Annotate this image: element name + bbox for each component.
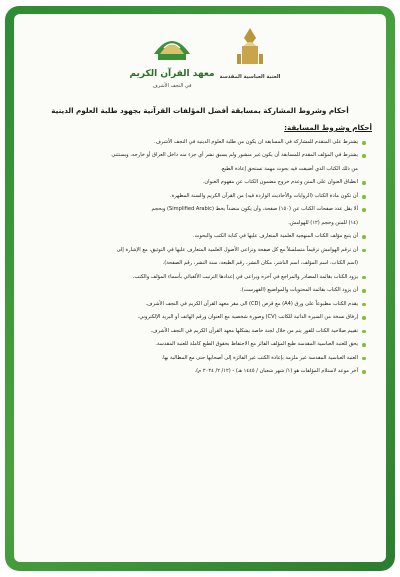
- rule-item: [26, 354, 366, 363]
- bullet-icon: [362, 154, 366, 158]
- rule-item: [26, 151, 366, 160]
- rule-text: آخر موعد لاستلام المؤلفات هو (١/ شهر شعبان / ١٤٤٥ هـ) - (١٢/ ٢/ ٢٠٢٤ م).: [194, 368, 358, 375]
- document-page: [14, 14, 386, 562]
- bullet-icon: [362, 141, 366, 145]
- bullet-icon: [362, 289, 366, 293]
- rule-text: (١٤) للمتن وحجم (١٢) للهوامش.: [288, 219, 358, 226]
- rule-item: [26, 313, 366, 322]
- rule-text: يحق للعتبة العباسية المقدسة طبع المؤلف الفائز مع الاحتفاظ بحقوق الطبع كاملة للعتبة المقدسة.: [155, 341, 358, 348]
- bullet-icon: [362, 208, 366, 212]
- rule-text: انطباق العنوان على المتن وعدم خروج مضمون الكتاب عن مفهوم العنوان.: [202, 179, 358, 186]
- rule-text: العتبة العباسية المقدسة غير ملزمة بإعادة الكتب غير الفائزة إلى أصحابها حتى مع المطالبة بها.: [161, 354, 358, 361]
- rule-text: تقييم صلاحية الكتاب للفوز يتم من خلال لجنة خاصة يشكلها معهد القرآن الكريم في النجف الأشرف.: [150, 327, 358, 334]
- bullet-icon: [362, 343, 366, 347]
- rule-item: [26, 138, 366, 147]
- header-logos: [14, 20, 386, 98]
- rule-item: [26, 259, 366, 268]
- rule-text: ألا يقل عدد صفحات الكتاب عن (١٥٠) صفحة، وأن يكون منضداً بخط (Simplified Arabic) وبحجم: [151, 206, 358, 213]
- rule-text: يقدم الكتاب مطبوعاً على ورق (A4) مع قرص (CD) الى مقر معهد القرآن الكريم في النجف الأشرف.: [145, 300, 358, 307]
- rule-text: يزود الكتاب بقائمة المصادر والمراجع في آخره ويراعى في إعدادها الترتيب الألفبائي بأسماء المؤلف والكتب.: [132, 273, 358, 280]
- rule-text: يشترط على المتقدم للمشاركة في المسابقة ان يكون من طلبة العلوم الدينية في النجف الأشرف.: [154, 139, 358, 145]
- rule-item: [26, 300, 366, 309]
- rule-item: [26, 327, 366, 336]
- abbas-shrine-logo: [220, 24, 280, 94]
- rule-text: يشترط في المؤلف المقدم للمسابقة أن يكون غير منشور ولم يسبق نشر أي جزء منه داخل العراق أو خارجه، ويستثنى: [111, 152, 358, 159]
- bullet-icon: [362, 370, 366, 374]
- rule-item: [26, 367, 366, 376]
- rule-item: [26, 219, 366, 228]
- rule-item: [26, 232, 366, 241]
- bullet-icon: [362, 303, 366, 307]
- bullet-icon: [362, 235, 366, 239]
- rule-text: (اسم الكتاب، اسم المؤلف، اسم الناشر، مكان النشر، رقم الطبعة، سنة النشر، رقم الصفحة).: [162, 260, 358, 267]
- bullet-icon: [362, 195, 366, 199]
- rules-list: [26, 138, 366, 381]
- document-title: أحكام وشروط المشاركة بمسابقة أفضل المؤلفات القرآنية بجهود طلبة العلوم الدينية: [51, 106, 349, 115]
- bullet-icon: [362, 330, 366, 334]
- bullet-icon: [362, 276, 366, 280]
- rule-text: إرفاق نسخة من السيرة الذاتية للكاتب (CV) وصورة شخصية مع العنوان ورقم الهاتف أو البريد الإلكتروني.: [137, 314, 358, 321]
- bullet-icon: [362, 316, 366, 320]
- bullet-icon: [362, 181, 366, 185]
- rule-item: [26, 340, 366, 349]
- rule-item: [26, 273, 366, 282]
- rule-item: [26, 165, 366, 174]
- rule-item: [26, 246, 366, 255]
- bullet-icon: [362, 249, 366, 253]
- quran-institute-logo: [129, 24, 215, 94]
- bullet-icon: [362, 357, 366, 361]
- rule-text: أن يزود الكتاب بقائمة المحتويات والمواضيع (الفهرست).: [240, 287, 358, 294]
- logo-left-subtext: في النجف الأشرف: [152, 83, 192, 89]
- rule-text: من ذلك الكتاب الذي أضيفت فيه بحوث مهمة تستحق إعادة الطبع.: [220, 165, 358, 172]
- rule-text: أن تكون مادة الكتاب (الروايات والأحاديث الواردة فيه) من القرآن الكريم والسنة المطهرة.: [169, 192, 358, 199]
- logo-right-text: العتبة العباسية المقدسة: [219, 74, 281, 80]
- logo-left-text: معهد القرآن الكريم: [129, 69, 215, 79]
- rule-item: [26, 205, 366, 214]
- rule-text: أن ترقم الهوامش ترقيماً متسلسلاً مع كل صفحة وتراعى الأصول العلمية المتعارف عليها في التوثيق، مع الإشارة إلى: [116, 246, 358, 253]
- rule-item: [26, 178, 366, 187]
- rule-item: [26, 286, 366, 295]
- rule-text: أن يتبع مؤلف الكتاب المنهجية العلمية المتعارف عليها في كتابة الكتب والبحوث.: [192, 233, 358, 240]
- section-heading: أحكام وشروط المسابقة:: [284, 123, 372, 132]
- rule-item: [26, 192, 366, 201]
